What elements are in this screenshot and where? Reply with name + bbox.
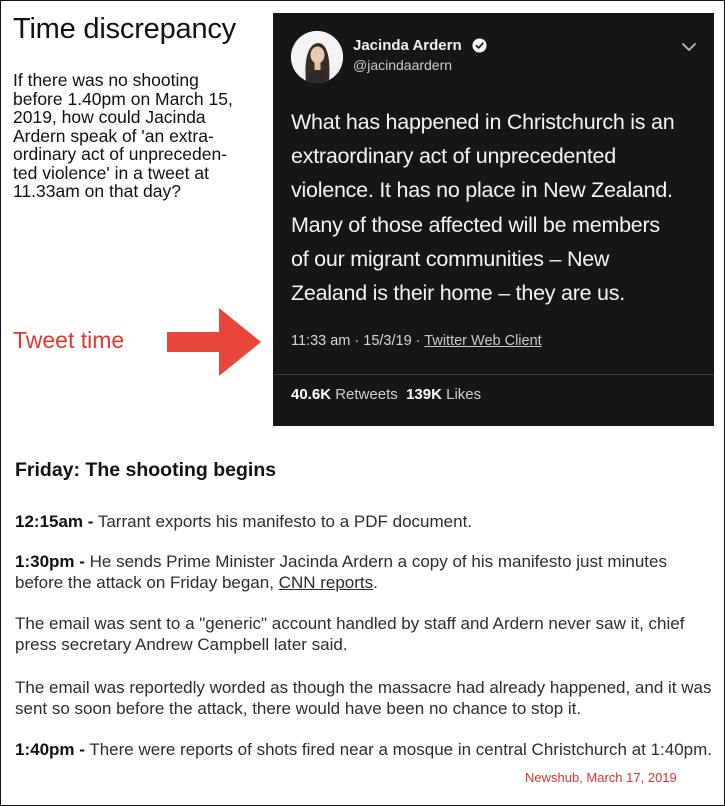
question-line: 2019, how could Jacinda	[13, 107, 206, 127]
red-arrow-icon	[167, 306, 263, 378]
timeline-entry	[15, 511, 715, 532]
timeline-paragraph: The email was sent to a "generic" account handled by staff and Ardern never saw it, chief press secretary Andrew Campbell later said.	[15, 614, 685, 654]
page-title: Time discrepancy	[13, 13, 236, 45]
tweet-divider	[273, 374, 714, 375]
question-line: ted violence' in a tweet at	[13, 162, 209, 183]
article	[15, 459, 715, 759]
retweet-label[interactable]: Retweets	[335, 386, 398, 403]
retweet-count[interactable]: 40.6K	[291, 386, 332, 403]
like-label[interactable]: Likes	[446, 386, 482, 403]
chevron-down-icon[interactable]	[681, 41, 697, 53]
source-credit: Newshub, March 17, 2019	[525, 770, 677, 785]
tweet-text	[291, 105, 711, 310]
timeline-entry	[15, 551, 715, 593]
tweet-text-line: violence. It has no place in New Zealand.	[291, 178, 673, 203]
entry-text: There were reports of shots fired near a mosque in central Christchurch at 1:40pm.	[84, 740, 713, 759]
avatar-portrait-icon	[291, 31, 343, 83]
cnn-reports-link[interactable]: CNN reports	[278, 573, 374, 592]
tweet-card	[273, 13, 714, 426]
tweet-stats	[291, 386, 481, 403]
entry-text: Tarrant exports his manifesto to a PDF document.	[93, 512, 473, 531]
tweet-text-line: extraordinary act of unprecedented	[291, 144, 616, 169]
tweet-handle[interactable]: @jacindaardern	[353, 57, 453, 73]
entry-text: He sends Prime Minister Jacinda Ardern a copy of his manifesto just minutes before the attack on Friday began,	[15, 552, 667, 592]
entry-time: 1:40pm -	[15, 740, 85, 759]
tweet-client-link[interactable]: Twitter Web Client	[424, 333, 542, 349]
timeline-entry	[15, 739, 715, 760]
tweet-timestamp[interactable]: 11:33 am · 15/3/19 ·	[291, 333, 421, 349]
tweet-text-line: Zealand is their home – they are us.	[291, 281, 625, 306]
question-line: If there was no shooting	[13, 70, 199, 90]
like-count[interactable]: 139K	[406, 386, 442, 403]
article-heading: Friday: The shooting begins	[15, 459, 277, 481]
tweet-text-line: What has happened in Christchurch is an	[291, 110, 675, 134]
tweet-time-label: Tweet time	[13, 327, 125, 353]
entry-text-end: .	[373, 573, 378, 592]
question-line: before 1.40pm on March 15,	[13, 88, 233, 109]
tweet-text-line: of our migrant communities – New	[291, 246, 610, 271]
timeline-paragraph: The email was reportedly worded as though the massacre had already happened, and it was sent so soon before the attack, there would have been no chance to stop it.	[15, 678, 712, 718]
question-line: ordinary act of unpreceden-	[13, 144, 228, 164]
tweet-text-line: Many of those affected will be members	[291, 212, 660, 237]
avatar[interactable]	[291, 31, 343, 83]
verified-badge-icon	[472, 38, 487, 53]
question-text	[13, 71, 265, 201]
entry-time: 12:15am -	[15, 512, 94, 531]
entry-time: 1:30pm -	[15, 552, 85, 571]
question-line: Ardern speak of 'an extra-	[13, 125, 214, 146]
tweet-author-name[interactable]: Jacinda Ardern	[353, 37, 462, 54]
tweet-meta	[291, 333, 542, 349]
question-line: 11.33am on that day?	[13, 181, 181, 201]
